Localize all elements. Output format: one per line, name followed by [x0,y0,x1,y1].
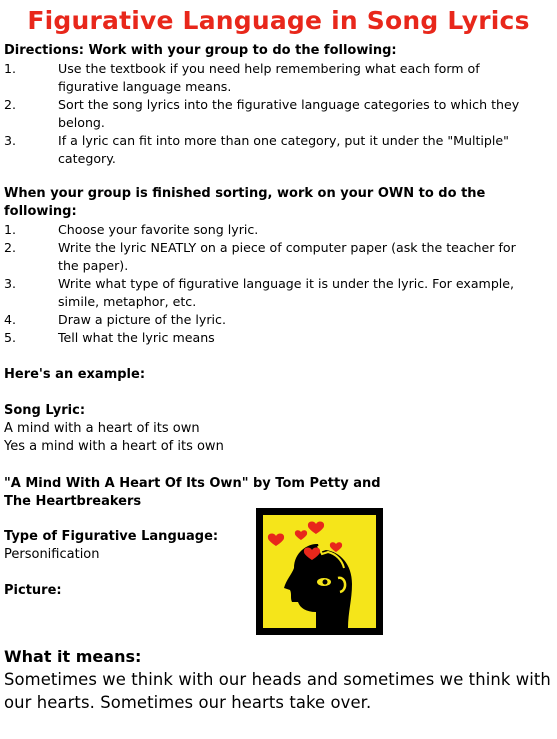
meaning-text: Sometimes we think with our heads and sometimes we think with our hearts. Sometimes our hearts take over. [4,670,551,712]
meaning-label: What it means: [4,647,142,666]
item-number: 1. [4,222,17,237]
directions-heading: Directions: Work with your group to do the following: [4,43,397,58]
page-title: Figurative Language in Song Lyrics [27,6,530,35]
item-text: If a lyric can fit into more than one category, put it under the "Multiple" category. [58,133,509,166]
list-item [4,311,534,329]
figurative-type-label: Type of Figurative Language: [4,529,219,544]
directions-list [4,60,534,168]
list-item [4,239,534,275]
item-text: Sort the song lyrics into the figurative language categories to which they belong. [58,97,520,130]
item-text: Draw a picture of the lyric. [58,312,226,327]
item-number: 5. [4,330,17,345]
song-lyric-line-2: Yes a mind with a heart of its own [4,439,224,454]
item-number: 2. [4,240,17,255]
item-number: 3. [4,276,17,291]
picture-label: Picture: [4,583,62,598]
list-item [4,60,534,96]
item-text: Tell what the lyric means [58,330,215,345]
item-text: Write the lyric NEATLY on a piece of computer paper (ask the teacher for the paper). [58,240,516,273]
head-with-hearts-icon [256,508,383,635]
item-number: 2. [4,97,17,112]
item-text: Write what type of figurative language it is under the lyric. For example, simile, metaphor, etc. [58,276,515,309]
list-item [4,275,534,311]
list-item [4,96,534,132]
item-number: 1. [4,61,17,76]
item-number: 4. [4,312,17,327]
figurative-type-value: Personification [4,547,100,562]
list-item [4,329,534,347]
own-list [4,221,534,347]
list-item [4,221,534,239]
own-heading: When your group is finished sorting, work on your OWN to do the following: [4,186,486,219]
item-text: Choose your favorite song lyric. [58,222,259,237]
item-number: 3. [4,133,17,148]
song-lyric-line-1: A mind with a heart of its own [4,421,200,436]
item-text: Use the textbook if you need help remembering what each form of figurative language means. [58,61,480,94]
song-lyric-label: Song Lyric: [4,403,86,418]
example-intro: Here's an example: [4,367,146,382]
list-item [4,132,534,168]
song-credit: "A Mind With A Heart Of Its Own" by Tom Petty and The Heartbreakers [4,476,381,509]
